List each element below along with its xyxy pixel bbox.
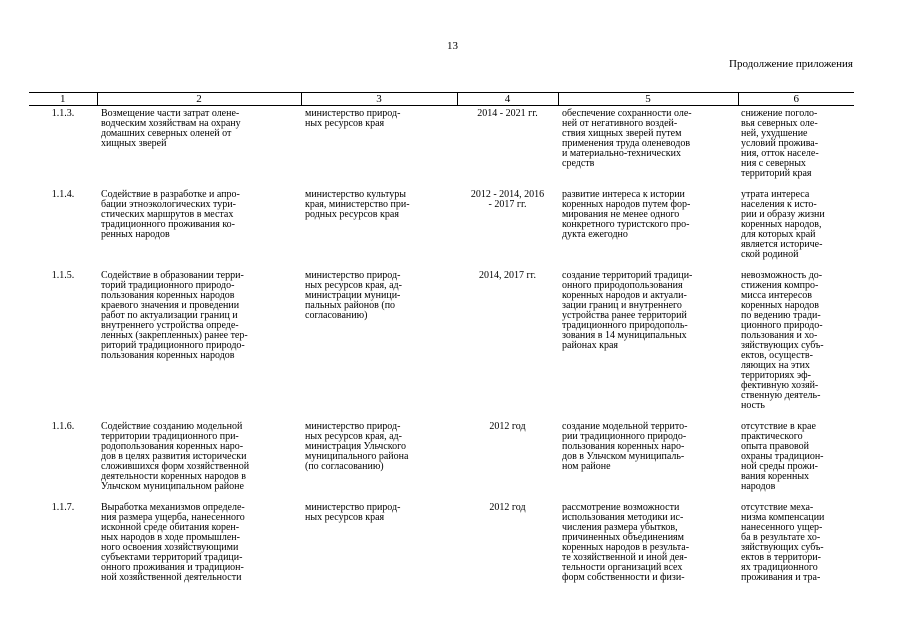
responsible-executor: министерство культуры края, министерство при- родных ресурсов края — [305, 189, 410, 220]
column-header-5: 5 — [558, 93, 738, 106]
column-header-3: 3 — [301, 93, 457, 106]
table-row — [29, 190, 854, 260]
non-implementation-consequences: отсутствие в крае практического опыта правовой охраны традицион- ной среды прожи- вания коренных народов — [741, 421, 824, 492]
continuation-label: Продолжение приложения — [729, 58, 853, 70]
row-number: 1.1.4. — [51, 189, 75, 200]
non-implementation-consequences: снижение поголо- вья северных оле- ней, ухудшение условий прожива- ния, отток населе- ния с северных территорий края — [741, 108, 819, 179]
table-row — [29, 503, 854, 583]
implementation-period: 2012 год — [489, 502, 526, 513]
implementation-period: 2014 - 2021 гг. — [477, 108, 538, 119]
measure-name: Выработка механизмов определе- ния размера ущерба, нанесенного исконной среде обитания корен- ных народов в ходе промышлен- ного освоения хозяйствующими субъектами территорий традици- онного проживания и традицион- ной хозяйственной деятельности — [101, 502, 245, 583]
expected-result: рассмотрение возможности использования методики ис- числения размера убытков, причиненных объединениям коренных народов в результа- те хозяйственной и иной дея- тельности организаций всех форм собственности и физи- — [562, 502, 690, 583]
expected-result: обеспечение сохранности оле- ней от негативного воздей- ствия хищных зверей путем применения труда оленеводов и материально-технических средств — [562, 108, 692, 169]
responsible-executor: министерство природ- ных ресурсов края — [305, 502, 401, 523]
column-header-4: 4 — [457, 93, 558, 106]
table-body — [29, 106, 854, 584]
table-row — [29, 106, 854, 180]
column-header-2: 2 — [97, 93, 301, 106]
expected-result: развитие интереса к истории коренных народов путем фор- мирования не менее одного конкретного туристского про- дукта ежегодно — [562, 189, 691, 240]
column-header-6: 6 — [738, 93, 854, 106]
row-number: 1.1.6. — [51, 421, 75, 432]
implementation-period: 2012 - 2014, 2016 - 2017 гг. — [470, 189, 545, 210]
non-implementation-consequences: отсутствие меха- низма компенсации нанесенного ущер- ба в результате хо- зяйствующих субъ- ектов в территори- ях традиционного проживания и тра- — [741, 502, 825, 583]
responsible-executor: министерство природ- ных ресурсов края, ад- министрации муници- пальных районов (по согласованию) — [305, 270, 402, 321]
responsible-executor: министерство природ- ных ресурсов края — [305, 108, 401, 129]
page-number: 13 — [447, 40, 458, 52]
column-header-1: 1 — [29, 93, 97, 106]
measure-name: Содействие созданию модельной территории традиционного при- родопользования коренных наро- дов в целях развития исторически сложившихся форм хозяйственной деятельности коренных народов в Ульчском муниципальном районе — [101, 421, 250, 492]
measure-name: Содействие в образовании терри- торий традиционного природо- пользования коренных народов краевого значения и проведении работ по актуализации границ и внутреннего устройства опреде- ленных (закрепленных) ранее тер- риторий традиционного природо- пользования коренных народов — [101, 270, 248, 361]
implementation-period: 2014, 2017 гг. — [478, 270, 537, 281]
row-number: 1.1.3. — [51, 108, 75, 119]
row-number: 1.1.7. — [51, 502, 75, 513]
measures-table — [29, 92, 854, 583]
responsible-executor: министерство природ- ных ресурсов края, ад- министрация Ульчского муниципального района (по согласованию) — [305, 421, 409, 472]
table-row — [29, 422, 854, 492]
header-row — [29, 93, 854, 106]
non-implementation-consequences: утрата интереса населения к исто- рии и образу жизни коренных народов, для которых край является историче- ской родиной — [741, 189, 825, 260]
measure-name: Содействие в разработке и апро- бации этноэкологических тури- стических маршрутов в местах традиционного проживания ко- ренных народов — [101, 189, 240, 240]
expected-result: создание модельной террито- рии традиционного природо- пользования коренных наро- дов в Ульчском муниципаль- ном районе — [562, 421, 688, 472]
row-number: 1.1.5. — [51, 270, 75, 281]
expected-result: создание территорий традици- онного природопользования коренных народов и актуали- зации границ и внутреннего устройства ранее территорий традиционного природополь- зования в 14 муниципальных районах края — [562, 270, 693, 351]
measure-name: Возмещение части затрат олене- водческим хозяйствам на охрану домашних северных оленей от хищных зверей — [101, 108, 241, 149]
implementation-period: 2012 год — [489, 421, 526, 432]
table-row — [29, 271, 854, 411]
non-implementation-consequences: невозможность до- стижения компро- мисса интересов коренных народов по ведению тради- ционного природо- пользования и хо- зяйствующих субъ- ектов, осуществ- ляющих на этих территориях эф- фективную хозяй- ственную деятель- ность — [741, 270, 824, 411]
